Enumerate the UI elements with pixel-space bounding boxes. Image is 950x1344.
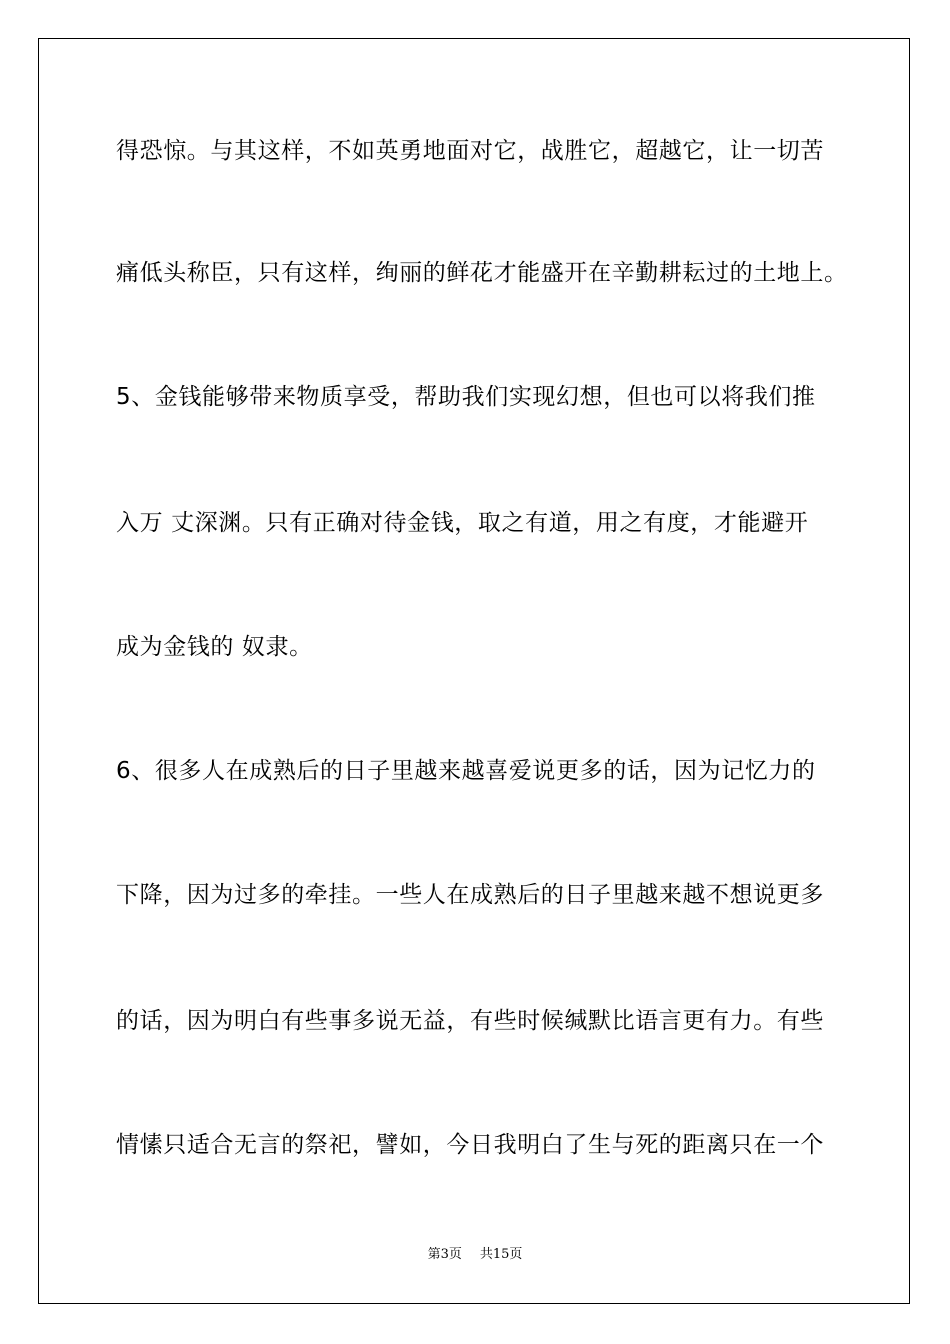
text-line: 下降，因为过多的牵挂。一些人在成熟后的日子里越来越不想说更多 <box>116 882 824 908</box>
page-number: 第3页 <box>427 1247 462 1262</box>
page-footer <box>0 1246 950 1264</box>
text-line: 成为金钱的 奴隶。 <box>116 634 313 660</box>
text-line: 入万 丈深渊。只有正确对待金钱，取之有道，用之有度，才能避开 <box>116 510 809 536</box>
total-pages: 共15页 <box>479 1247 523 1262</box>
text-line: 6、很多人在成熟后的日子里越来越喜爱说更多的话，因为记忆力的 <box>116 758 816 784</box>
text-line: 情愫只适合无言的祭祀，譬如，今日我明白了生与死的距离只在一个 <box>116 1132 824 1158</box>
text-line: 得恐惊。与其这样，不如英勇地面对它，战胜它，超越它，让一切苦 <box>116 138 824 164</box>
text-line: 5、金钱能够带来物质享受，帮助我们实现幻想，但也可以将我们推 <box>116 384 816 410</box>
text-line: 的话，因为明白有些事多说无益，有些时候缄默比语言更有力。有些 <box>116 1008 824 1034</box>
text-line: 痛低头称臣，只有这样，绚丽的鲜花才能盛开在辛勤耕耘过的土地上。 <box>116 260 848 286</box>
page-border <box>38 38 910 1304</box>
